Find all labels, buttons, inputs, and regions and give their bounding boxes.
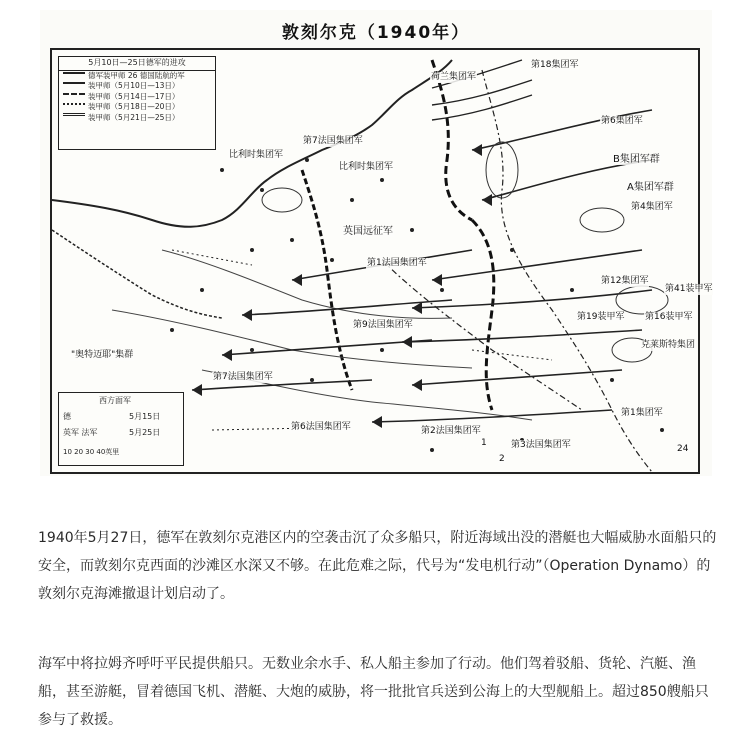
label-army-6: 第6集团军 [601, 116, 643, 126]
legend-item [59, 92, 215, 103]
label-french-1st: 第1法国集团军 [367, 258, 427, 268]
label-french-2nd: 第2法国集团军 [421, 426, 481, 436]
label-num-1: 1 [481, 438, 487, 448]
label-corps-19: 第19装甲军 [577, 312, 625, 322]
scale-legend-row1-right: 5月15日 [129, 412, 161, 421]
label-corps-41: 第41装甲军 [665, 284, 713, 294]
legend-symbol [63, 72, 85, 80]
scale-legend [58, 392, 184, 466]
scale-legend-row1-left: 德 [63, 412, 71, 421]
article-paragraph-1: 1940年5月27日，德军在敦刻尔克港区内的空袭击沉了众多船只，附近海域出没的潜艇也大幅威胁水面船只的安全，而敦刻尔克西面的沙滩区水深又不够。在此危难之际，代号为“发电机行动”（Operation Dynamo）的敦刻尔克海滩撤退计划启动了。 [38, 530, 717, 602]
label-army-12: 第12集团军 [601, 276, 649, 286]
scale-bar-label: 10 20 30 40英里 [63, 448, 120, 456]
scale-legend-row2-left: 英军 法军 [63, 428, 98, 437]
legend-symbol [63, 93, 85, 101]
label-army-1: 第1集团军 [621, 408, 663, 418]
front-line [432, 60, 472, 220]
legend-item-label: 装甲师（5月18日—20日） [88, 102, 180, 111]
scale-legend-row2-right: 5月25日 [129, 428, 161, 437]
legend-item [59, 102, 215, 113]
label-belgian-army-2: 比利时集团军 [339, 162, 394, 172]
legend-symbol [63, 113, 85, 122]
map-legend [58, 56, 216, 150]
scale-legend-title: 西方面军 [99, 396, 131, 405]
label-num-2: 2 [499, 454, 505, 464]
label-french-6th: 第6法国集团军 [291, 422, 351, 432]
label-netherlands-army: 荷兰集团军 [431, 72, 477, 82]
legend-item [59, 71, 215, 82]
map-frame [50, 48, 713, 474]
label-kleist-group: 克莱斯特集团 [641, 340, 696, 350]
label-french-9th: 第9法国集团军 [353, 320, 413, 330]
legend-symbol [63, 82, 85, 90]
legend-symbol [63, 103, 85, 111]
label-army-4: 第4集团军 [631, 202, 673, 212]
label-army-group-b: B集团军群 [613, 154, 660, 165]
label-french-7th: 第7法国集团军 [303, 136, 363, 146]
label-corps-16: 第16装甲军 [645, 312, 693, 322]
label-french-7th-south: 第7法国集团军 [213, 372, 273, 382]
label-num-24: 24 [677, 444, 689, 454]
legend-item-label: 德军装甲师 26 德国陆航的军 [88, 70, 185, 80]
map-figure [40, 10, 712, 476]
label-bef: 英国远征军 [343, 226, 393, 237]
label-army-group-a: A集团军群 [627, 182, 674, 193]
legend-item [59, 81, 215, 92]
map-title: 敦刻尔克（1940年） [281, 23, 471, 43]
article-paragraph-2: 海军中将拉姆齐呼吁平民提供船只。无数业余水手、私人船主参加了行动。他们驾着驳船、货轮、汽艇、渔船，甚至游艇，冒着德国飞机、潜艇、大炮的威胁，将一批批官兵送到公海上的大型舰船上。超过850艘船只参与了救援。 [38, 656, 709, 728]
label-french-3rd: 第3法国集团军 [511, 440, 571, 450]
legend-item-label: 装甲师（5月10日—13日） [88, 81, 180, 90]
label-belgian-army: 比利时集团军 [229, 150, 284, 160]
legend-title: 5月10日—25日德军的进攻 [59, 57, 215, 71]
legend-item-label: 装甲师（5月14日—17日） [88, 91, 180, 101]
legend-item [59, 113, 215, 124]
label-army-18: 第18集团军 [531, 60, 579, 70]
legend-item-label: 装甲师（5月21日—25日） [88, 112, 180, 122]
label-hoth-group: "奥特迈耶"集群 [71, 350, 134, 360]
